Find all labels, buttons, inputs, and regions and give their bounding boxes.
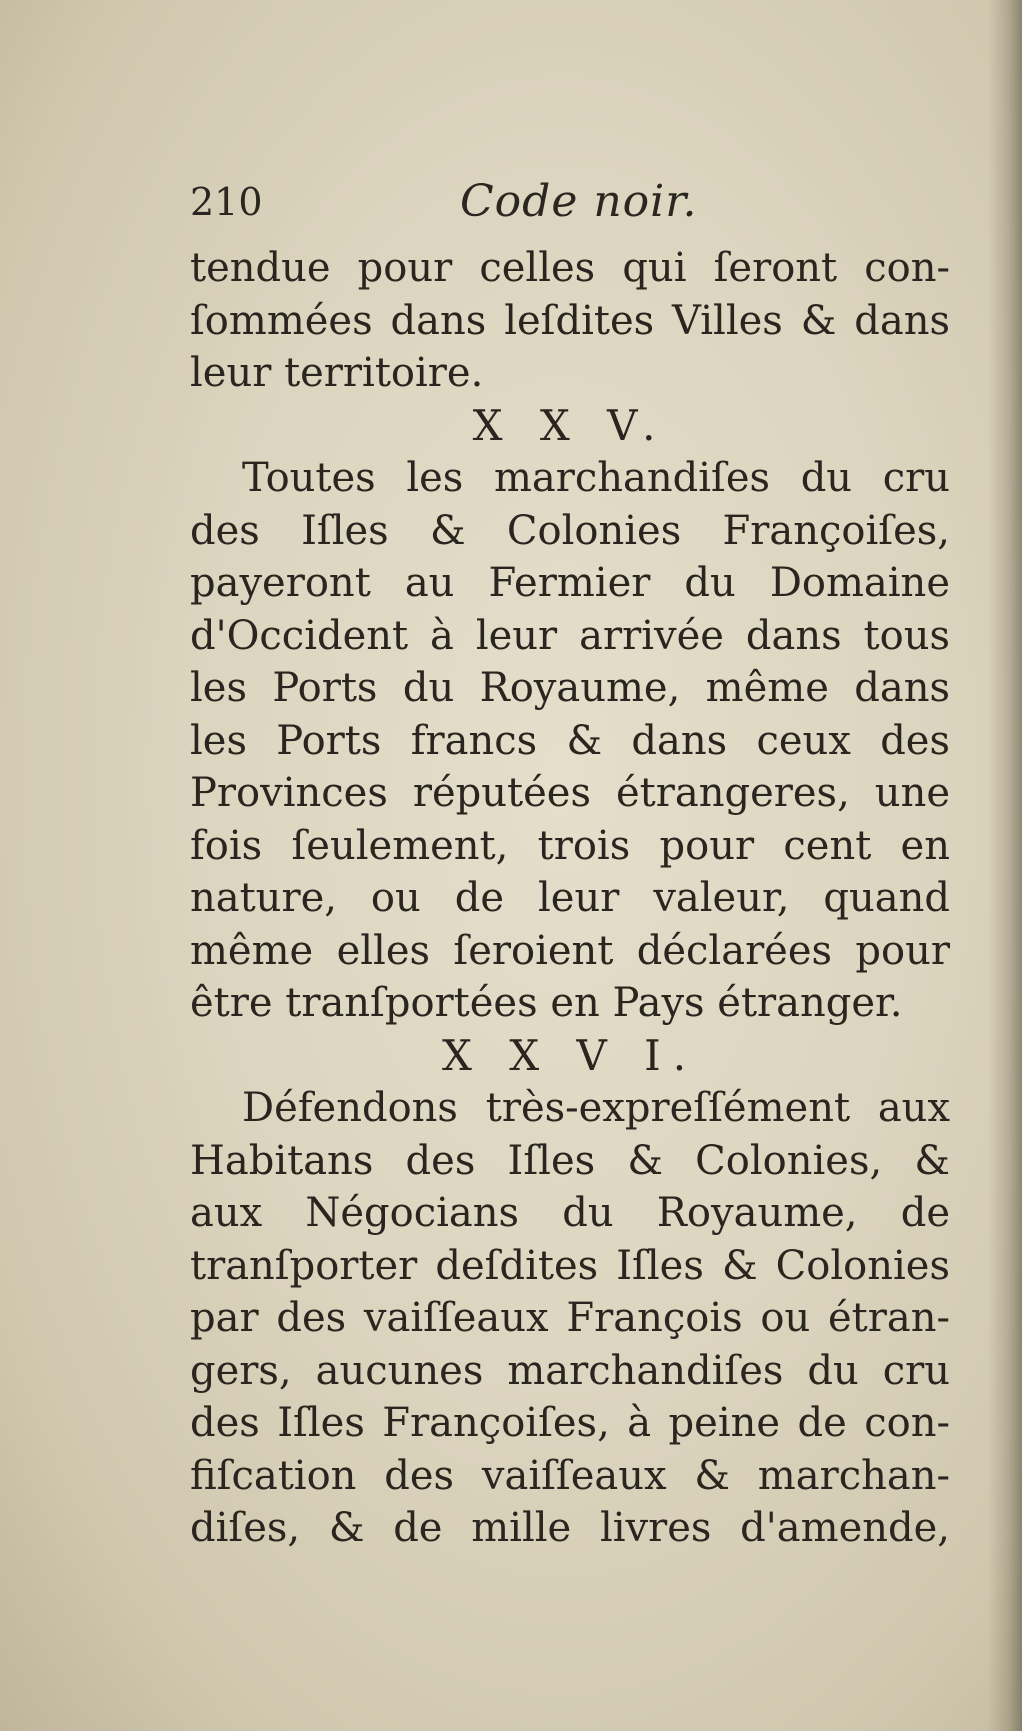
text-line: Défendons très-expreſſément aux (242, 1085, 950, 1131)
page-body (190, 242, 950, 1555)
text-line: par des vaiſſeaux François ou étran- (190, 1295, 950, 1341)
text-line: des Iſles & Colonies Françoiſes, (190, 507, 950, 554)
text-line: les Ports francs & dans ceux des (190, 717, 950, 764)
running-title: Code noir. (460, 176, 698, 227)
text-line: leur territoire. (190, 350, 484, 396)
article-heading: X X V. (472, 400, 668, 450)
text-line: nature, ou de leur valeur, quand (190, 875, 950, 921)
page-edge-shadow (988, 0, 1022, 1731)
text-line: d'Occident à leur arrivée dans tous (190, 612, 950, 659)
article-heading: X X V I. (441, 1030, 699, 1080)
text-line: Toutes les marchandiſes du cru (242, 455, 950, 501)
text-line: tranſporter deſdites Iſles & Colonies (190, 1242, 950, 1289)
text-line: Habitans des Iſles & Colonies, & (190, 1137, 950, 1184)
text-line: ſommées dans leſdites Villes & dans (190, 297, 950, 344)
text-line: tendue pour celles qui ſeront con- (190, 245, 950, 291)
page-number: 210 (190, 180, 263, 224)
text-line: même elles ſeroient déclarées pour (190, 927, 950, 974)
text-line: fiſcation des vaiſſeaux & marchan- (190, 1452, 950, 1499)
page-header (190, 176, 960, 236)
text-line: être tranſportées en Pays étranger. (190, 980, 903, 1026)
text-line: des Iſles Françoiſes, à peine de con- (190, 1400, 950, 1446)
text-line: les Ports du Royaume, même dans (190, 665, 950, 711)
text-line: payeront au Fermier du Domaine (190, 560, 950, 606)
text-line: gers, aucunes marchandiſes du cru (190, 1347, 950, 1394)
text-line: aux Négocians du Royaume, de (190, 1190, 950, 1236)
text-line: Provinces réputées étrangeres, une (190, 770, 950, 816)
text-line: fois ſeulement, trois pour cent en (190, 822, 950, 869)
text-line: diſes, & de mille livres d'amende, (190, 1505, 950, 1551)
